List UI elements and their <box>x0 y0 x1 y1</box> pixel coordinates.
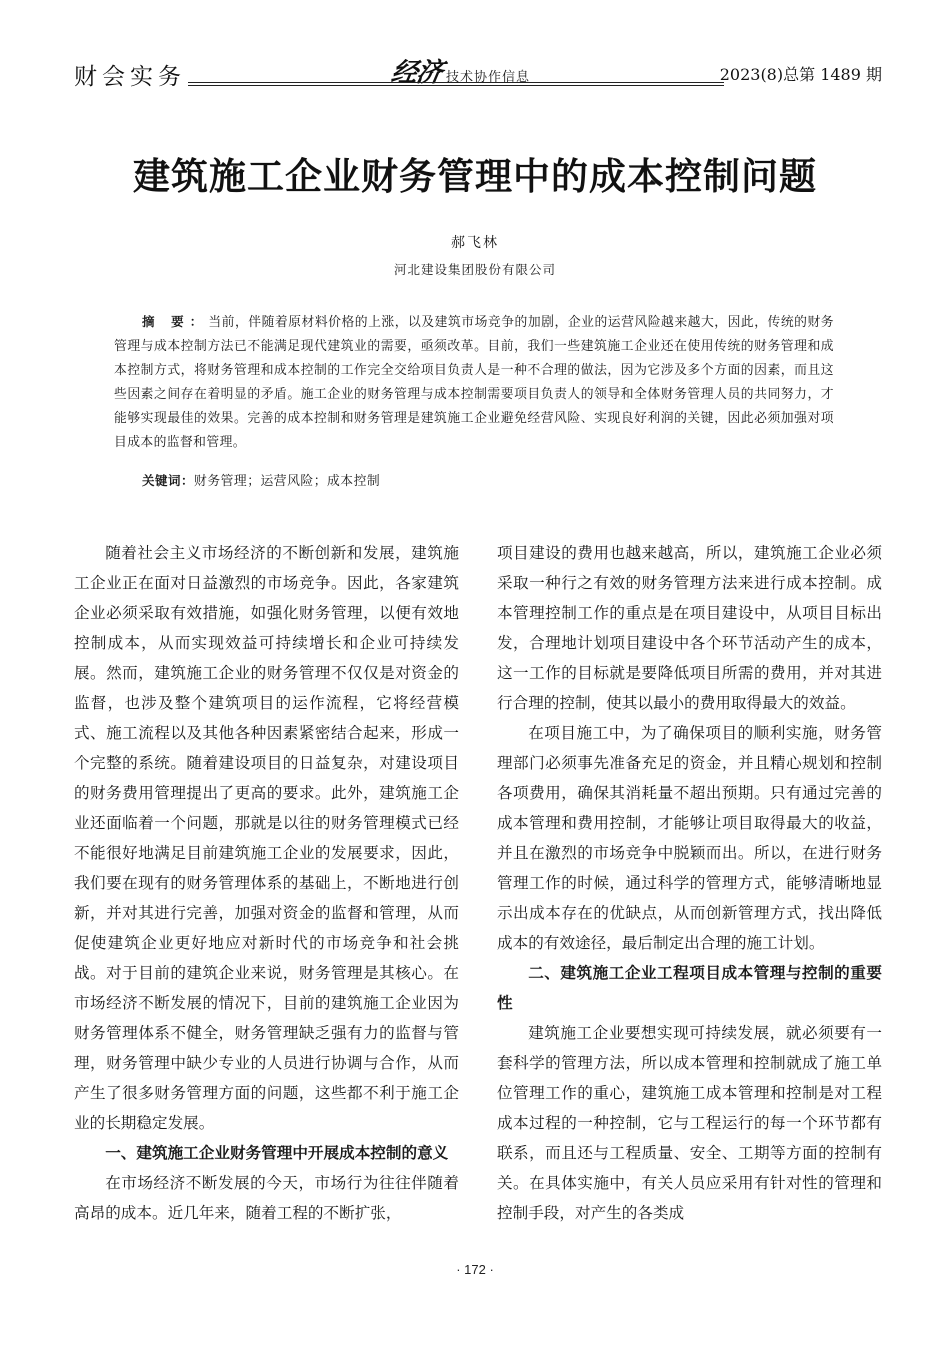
author-affiliation: 河北建设集团股份有限公司 <box>393 262 556 277</box>
body-column-left <box>74 538 459 1228</box>
running-header <box>74 58 882 88</box>
author-name: 郝飞林 <box>451 235 499 251</box>
journal-logo-subtitle: 技术协作信息 <box>446 70 531 85</box>
keywords-text: 财务管理；运营风险；成本控制 <box>194 474 381 489</box>
section-heading-2: 二、建筑施工企业工程项目成本管理与控制的重要性 <box>497 964 882 1012</box>
paragraph: 在市场经济不断发展的今天，市场行为往往伴随着高昂的成本。近几年来，随着工程的不断扩张， <box>74 1174 459 1222</box>
abstract <box>114 310 834 455</box>
paragraph: 建筑施工企业要想实现可持续发展，就必须要有一套科学的管理方法，所以成本管理和控制就成了施工单位管理工作的重心，建筑施工成本管理和控制是对工程成本过程的一种控制，它与工程运行的每一个环节都有联系，而且还与工程质量、安全、工期等方面的控制有关。在具体实施中，有关人员应采用有针对性的管理和控制手段，对产生的各类成 <box>497 1024 882 1222</box>
paragraph: 随着社会主义市场经济的不断创新和发展，建筑施工企业正在面对日益激烈的市场竞争。因此，各家建筑企业必须采取有效措施，如强化财务管理，以便有效地控制成本，从而实现效益可持续增长和企业可持续发展。然而，建筑施工企业的财务管理不仅仅是对资金的监督，也涉及整个建筑项目的运作流程，它将经营模式、施工流程以及其他各种因素紧密结合起来，形成一个完整的系统。随着建设项目的日益复杂，对建设项目的财务费用管理提出了更高的要求。此外，建筑施工企业还面临着一个问题，那就是以往的财务管理模式已经不能很好地满足目前建筑施工企业的发展要求，因此，我们要在现有的财务管理体系的基础上，不断地进行创新，并对其进行完善，加强对资金的监督和管理，从而促使建筑企业更好地应对新时代的市场竞争和社会挑战。对于目前的建筑企业来说，财务管理是其核心。在市场经济不断发展的情况下，目前的建筑施工企业因为财务管理体系不健全，财务管理缺乏强有力的监督与管理，财务管理中缺少专业的人员进行协调与合作，从而产生了很多财务管理方面的问题，这些都不利于施工企业的长期稳定发展。 <box>74 544 459 1132</box>
header-rule <box>188 82 724 83</box>
abstract-text: 当前，伴随着原材料价格的上涨，以及建筑市场竞争的加剧，企业的运营风险越来越大，因此，传统的财务管理与成本控制方法已不能满足现代建筑业的需要，亟须改革。目前，我们一些建筑施工企业还在使用传统的财务管理和成本控制方式，将财务管理和成本控制的工作完全交给项目负责人是一种不合理的做法，因为它涉及多个方面的因素，而且这些因素之间存在着明显的矛盾。施工企业的财务管理与成本控制需要项目负责人的领导和全体财务管理人员的共同努力，才能够实现最佳的效果。完善的成本控制和财务管理是建筑施工企业避免经营风险、实现良好利润的关键，因此必须加强对项目成本的监督和管理。 <box>114 315 834 450</box>
header-rule-double <box>188 85 724 86</box>
paragraph: 在项目施工中，为了确保项目的顺利实施，财务管理部门必须事先准备充足的资金，并且精心规划和控制各项费用，确保其消耗量不超出预期。只有通过完善的成本管理和费用控制，才能够让项目取得最大的收益，并且在激烈的市场竞争中脱颖而出。所以，在进行财务管理工作的时候，通过科学的管理方式，能够清晰地显示出成本存在的优缺点，从而创新管理方式，找出降低成本的有效途径，最后制定出合理的施工计划。 <box>497 724 882 952</box>
keywords-label: 关键词： <box>142 473 195 488</box>
page-number: · 172 · <box>456 1262 494 1277</box>
journal-logo-script: 经济 <box>388 58 445 88</box>
body-column-right <box>497 538 882 1228</box>
journal-logo <box>388 52 531 89</box>
abstract-label: 摘 要： <box>142 314 209 329</box>
issue-info: 2023(8)总第 1489 期 <box>719 65 882 84</box>
section-heading-1: 一、建筑施工企业财务管理中开展成本控制的意义 <box>105 1144 449 1162</box>
journal-section-label: 财会实务 <box>74 64 186 90</box>
article-title: 建筑施工企业财务管理中的成本控制问题 <box>133 155 817 198</box>
keywords <box>142 470 380 489</box>
paragraph-continued: 项目建设的费用也越来越高，所以，建筑施工企业必须采取一种行之有效的财务管理方法来进行成本控制。成本管理控制工作的重点是在项目建设中，从项目目标出发，合理地计划项目建设中各个环节活动产生的成本，这一工作的目标就是要降低项目所需的费用，并对其进行合理的控制，使其以最小的费用取得最大的效益。 <box>497 544 882 712</box>
